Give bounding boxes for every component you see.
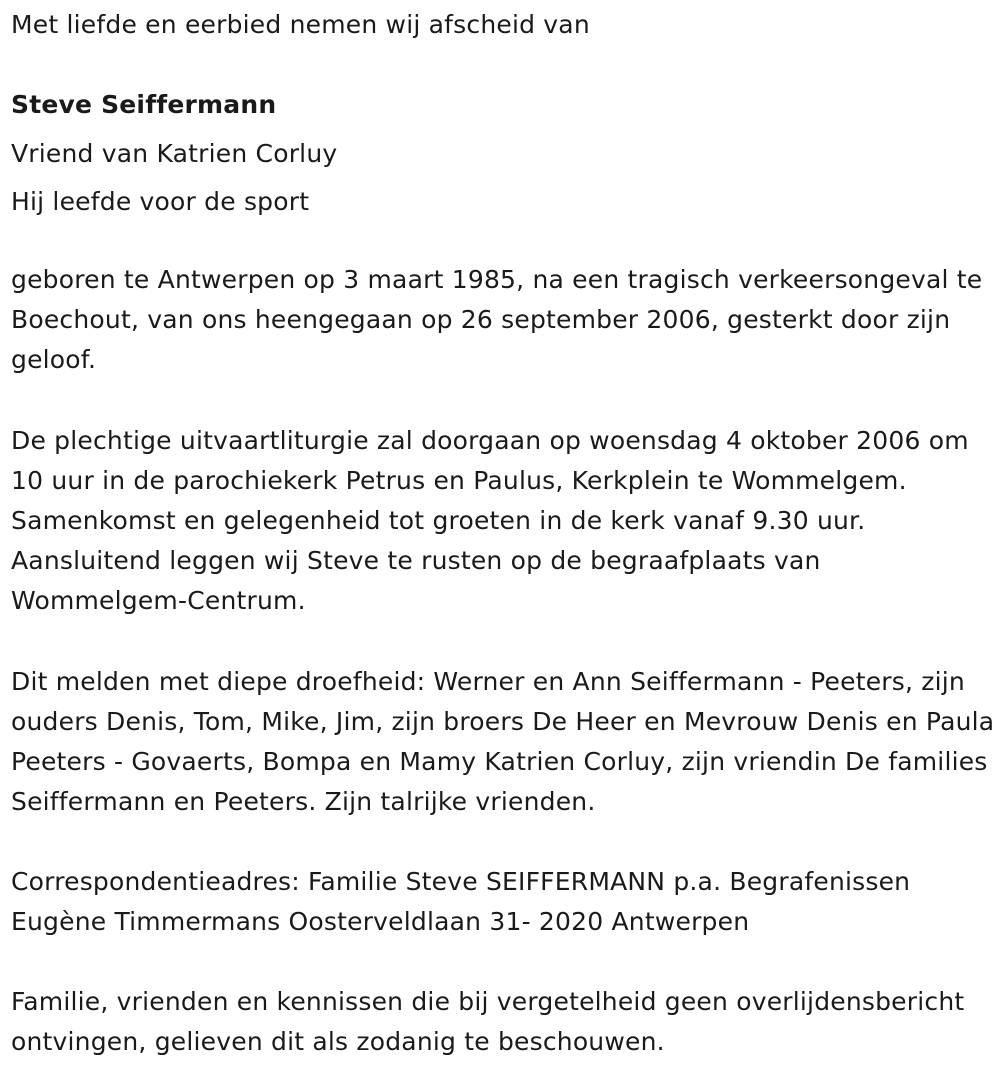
birth-death-paragraph: geboren te Antwerpen op 3 maart 1985, na een tragisch verkeersongeval te Boechout, van ons heengegaan op 26 september 2006, gesterkt door zijn geloof. bbox=[11, 265, 983, 374]
funeral-paragraph: De plechtige uitvaartliturgie zal doorgaan op woensdag 4 oktober 2006 om 10 uur in de parochiekerk Petrus en Paulus, Kerkplein te Wommelgem. Samenkomst en gelegenheid tot groeten in de kerk vanaf 9.30 uur. Aansluitend leggen wij Steve te rusten op de begraafplaats van Wommelgem-Centrum. bbox=[11, 426, 969, 615]
intro-line: Met liefde en eerbied nemen wij afscheid van bbox=[11, 10, 590, 39]
closing-paragraph: Familie, vrienden en kennissen die bij vergetelheid geen overlijdensbericht ontvingen, gelieven dit als zodanig te beschouwen. bbox=[11, 987, 965, 1056]
hobby-line: Hij leefde voor de sport bbox=[11, 187, 310, 216]
relation-line: Vriend van Katrien Corluy bbox=[11, 139, 338, 168]
address-paragraph: Correspondentieadres: Familie Steve SEIFFERMANN p.a. Begrafenissen Eugène Timmermans Oosterveldlaan 31- 2020 Antwerpen bbox=[11, 867, 911, 936]
mourners-paragraph: Dit melden met diepe droefheid: Werner en Ann Seiffermann - Peeters, zijn ouders Denis, Tom, Mike, Jim, zijn broers De Heer en Mevrouw Denis en Paula Peeters - Govaerts, Bompa en Mamy Katrien Corluy, zijn vriendin De families Seiffermann en Peeters. Zijn talrijke vrienden. bbox=[11, 667, 995, 816]
deceased-name: Steve Seiffermann bbox=[11, 90, 277, 119]
